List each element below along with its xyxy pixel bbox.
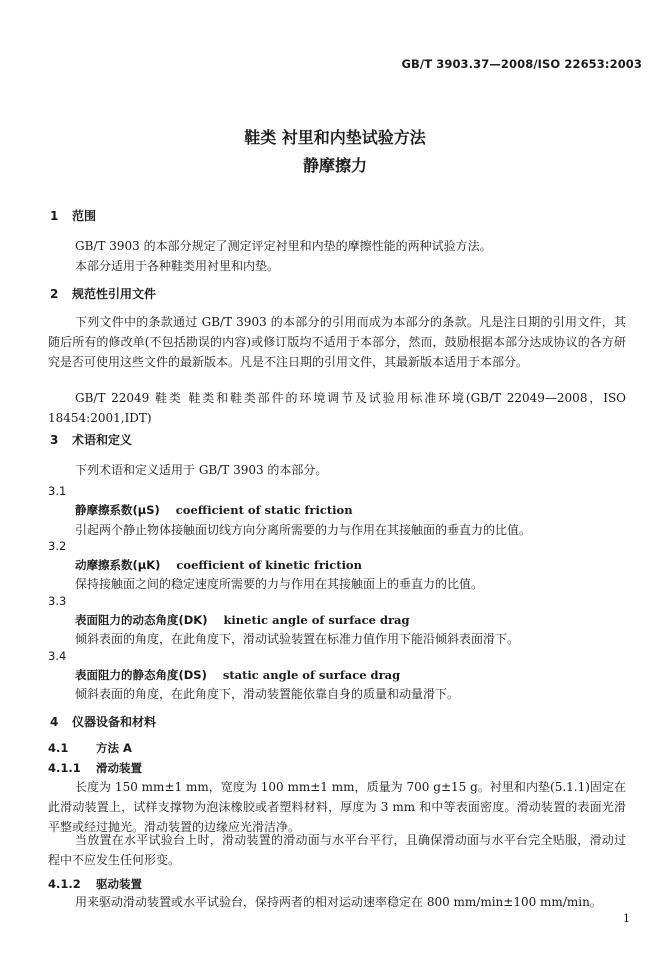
term-3-2-definition: 保持接触面之间的稳定速度所需要的力与作用在其接触面上的垂直力的比值。 <box>75 577 484 591</box>
term-3-4-number: 3.4 <box>48 649 67 663</box>
term-3-1-name: 静摩擦系数(μS) coefficient of static friction <box>75 503 353 517</box>
document-title: 鞋类 衬里和内垫试验方法 <box>244 128 426 147</box>
term-3-4-definition: 倾斜表面的角度，在此角度下，滑动装置能依靠自身的质量和动量滑下。 <box>75 687 460 701</box>
section-4-1-2-heading: 4.1.2 驱动装置 <box>48 877 142 891</box>
term-3-2-name: 动摩擦系数(μK) coefficient of kinetic friction <box>75 558 362 572</box>
section-4-1-1-heading: 4.1.1 滑动装置 <box>48 761 142 775</box>
term-3-1-definition: 引起两个静止物体接触面切线方向分离所需要的力与作用在其接触面的垂直力的比值。 <box>75 523 532 537</box>
term-3-1-number: 3.1 <box>48 484 67 498</box>
section-4-heading: 4 仪器设备和材料 <box>50 715 157 729</box>
section-2-reference: GB/T 22049 鞋类 鞋类和鞋类部件的环境调节及试验用标准环境(GB/T 22049—2008，ISO 18454:2001,IDT) <box>48 391 626 425</box>
document-subtitle: 静摩擦力 <box>302 156 367 175</box>
standard-code: GB/T 3903.37—2008/ISO 22653:2003 <box>401 57 642 71</box>
section-4-1-1-paragraph-2: 当放置在水平试验台上时，滑动装置的滑动面与水平台平行，且确保滑动面与水平台完全贴服，滑动过程中不应发生任何形变。 <box>48 833 626 867</box>
term-3-3-name: 表面阻力的动态角度(DK) kinetic angle of surface drag <box>75 613 410 627</box>
section-2-heading: 2 规范性引用文件 <box>50 287 157 301</box>
term-3-3-number: 3.3 <box>48 594 67 608</box>
section-4-1-2-paragraph-1: 用来驱动滑动装置或水平试验台，保持两者的相对运动速率稳定在 800 mm/min±100 mm/min。 <box>75 895 602 909</box>
section-2-paragraph-1: 下列文件中的条款通过 GB/T 3903 的本部分的引用而成为本部分的条款。凡是注日期的引用文件，其随后所有的修改单(不包括勘误的内容)或修订版均不适用于本部分，然而，鼓励根据本部分达成协议的各方研究是否可使用这些文件的最新版本。凡是不注日期的引用文件，其最新版本适用于本部分。 <box>48 315 626 369</box>
section-1-paragraph-2: 本部分适用于各种鞋类用衬里和内垫。 <box>75 259 280 273</box>
term-3-4-name: 表面阻力的静态角度(DS) static angle of surface drag <box>75 668 401 682</box>
section-4-1-1-paragraph-1: 长度为 150 mm±1 mm，宽度为 100 mm±1 mm，质量为 700 g±15 g。衬里和内垫(5.1.1)固定在此滑动装置上，试样支撑物为泡沫橡胶或者塑料材料，厚度为 3 mm 和中等表面密度。滑动装置的表面光滑平整或经过抛光。滑动装置的边缘应光滑洁净。 <box>48 780 626 834</box>
section-3-heading: 3 术语和定义 <box>50 433 133 447</box>
section-4-1-heading: 4.1 方法 A <box>48 741 132 755</box>
term-3-3-definition: 倾斜表面的角度，在此角度下，滑动试验装置在标准力值作用下能沿倾斜表面滑下。 <box>75 632 520 646</box>
term-3-2-number: 3.2 <box>48 539 67 553</box>
section-1-heading: 1 范围 <box>50 209 97 223</box>
page-number: 1 <box>623 912 630 925</box>
section-1-paragraph-1: GB/T 3903 的本部分规定了测定评定衬里和内垫的摩擦性能的两种试验方法。 <box>75 239 492 253</box>
section-3-intro: 下列术语和定义适用于 GB/T 3903 的本部分。 <box>75 463 328 477</box>
